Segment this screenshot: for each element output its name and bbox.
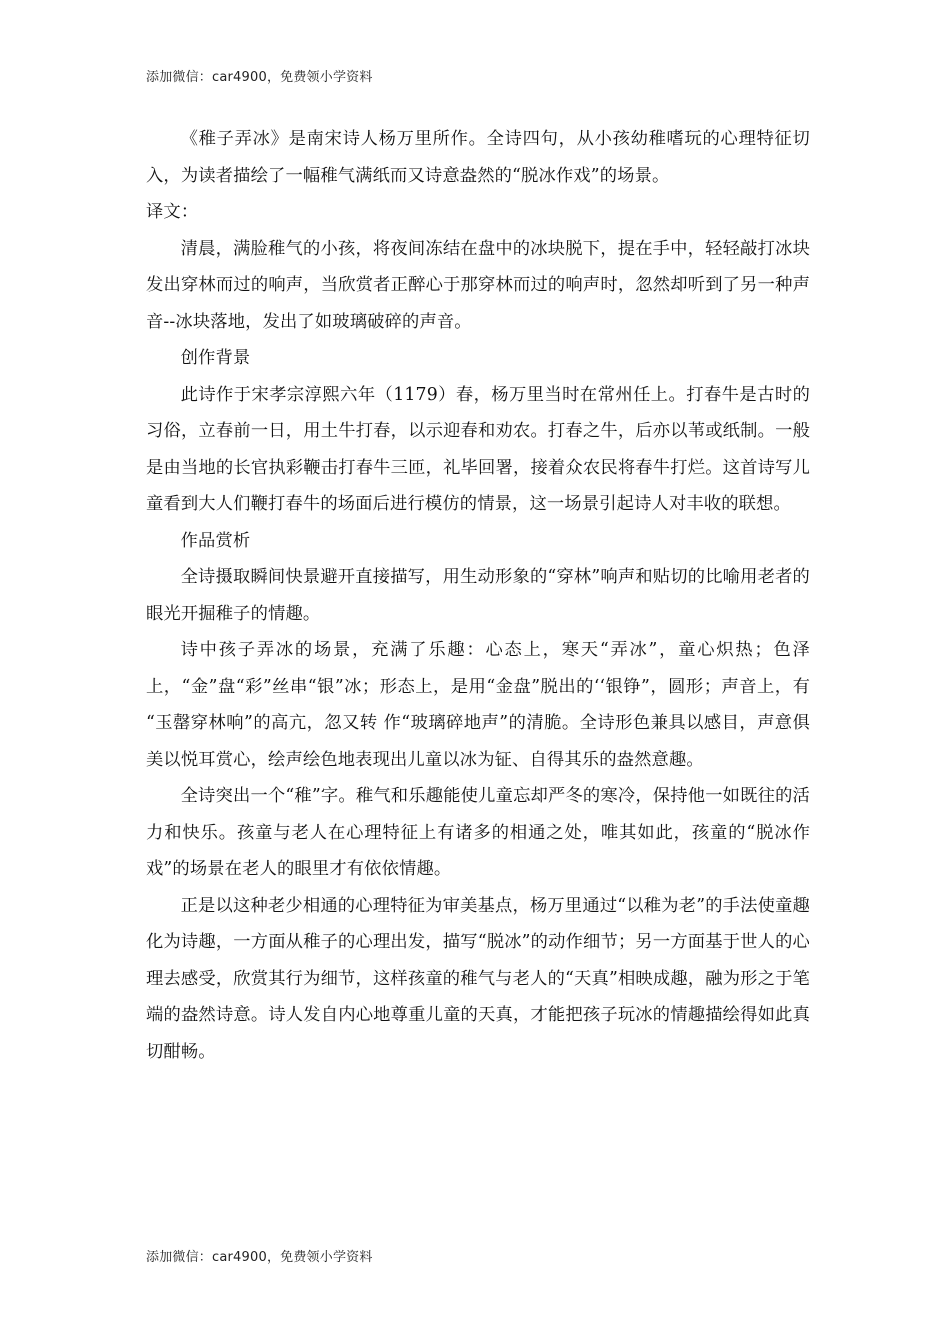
- appreciation-paragraph-2: 诗中孩子弄冰的场景，充满了乐趣：心态上，寒天“弄冰”，童心炽热；色泽上，“金”盘“彩”丝串“银”冰；形态上，是用“金盘”脱出的‘‘银铮”，圆形；声音上，有 “玉罄穿林响”的高亢，忽又转 作“玻璃碎地声”的清脆。全诗形色兼具以感目，声意俱美以悦耳赏心，绘声绘色地表现出儿童以冰为钲、自得其乐的盎然意趣。: [146, 640, 810, 770]
- translation-paragraph: 清晨，满脸稚气的小孩，将夜间冻结在盘中的冰块脱下，提在手中，轻轻敲打冰块发出穿林而过的响声，当欣赏者正醉心于那穿林而过的响声时，忽然却听到了另一种声音--冰块落地，发出了如玻璃破碎的声音。: [146, 238, 810, 332]
- footer-promo-note: 添加微信：car4900，免费领小学资料: [146, 1250, 373, 1265]
- document-body: [146, 121, 810, 1070]
- translation-label: 译文：: [146, 202, 199, 222]
- background-paragraph: 此诗作于宋孝宗淳熙六年（1179）春，杨万里当时在常州任上。打春牛是古时的习俗，立春前一日，用土牛打春，以示迎春和劝农。打春之牛，后亦以苇或纸制。一般是由当地的长官执彩鞭击打春牛三匝，礼毕回署，接着众农民将春牛打烂。这首诗写儿童看到大人们鞭打春牛的场面后进行模仿的情景，这一场景引起诗人对丰收的联想。: [146, 384, 810, 514]
- appreciation-paragraph-3: 全诗突出一个“稚”字。稚气和乐趣能使儿童忘却严冬的寒冷，保持他一如既往的活力和快乐。孩童与老人在心理特征上有诸多的相通之处，唯其如此，孩童的“脱冰作戏”的场景在老人的眼里才有依依情趣。: [146, 786, 810, 879]
- appreciation-paragraph-4: 正是以这种老少相通的心理特征为审美基点，杨万里通过“以稚为老”的手法使童趣化为诗趣，一方面从稚子的心理出发，描写“脱冰”的动作细节；另一方面基于世人的心理去感受，欣赏其行为细节，这样孩童的稚气与老人的“天真”相映成趣，融为形之于笔端的盎然诗意。诗人发自内心地尊重儿童的天真，才能把孩子玩冰的情趣描绘得如此真切酣畅。: [146, 895, 810, 1062]
- header-promo-note: 添加微信：car4900，免费领小学资料: [146, 70, 373, 85]
- appreciation-paragraph-1: 全诗摄取瞬间快景避开直接描写，用生动形象的“穿林”响声和贴切的比喻用老者的眼光开掘稚子的情趣。: [146, 567, 810, 624]
- appreciation-heading: 作品赏析: [180, 530, 251, 551]
- intro-paragraph: 《稚子弄冰》是南宋诗人杨万里所作。全诗四句，从小孩幼稚嗜玩的心理特征切入，为读者描绘了一幅稚气满纸而又诗意盎然的“脱冰作戏”的场景。: [146, 129, 810, 186]
- background-heading: 创作背景: [180, 348, 251, 368]
